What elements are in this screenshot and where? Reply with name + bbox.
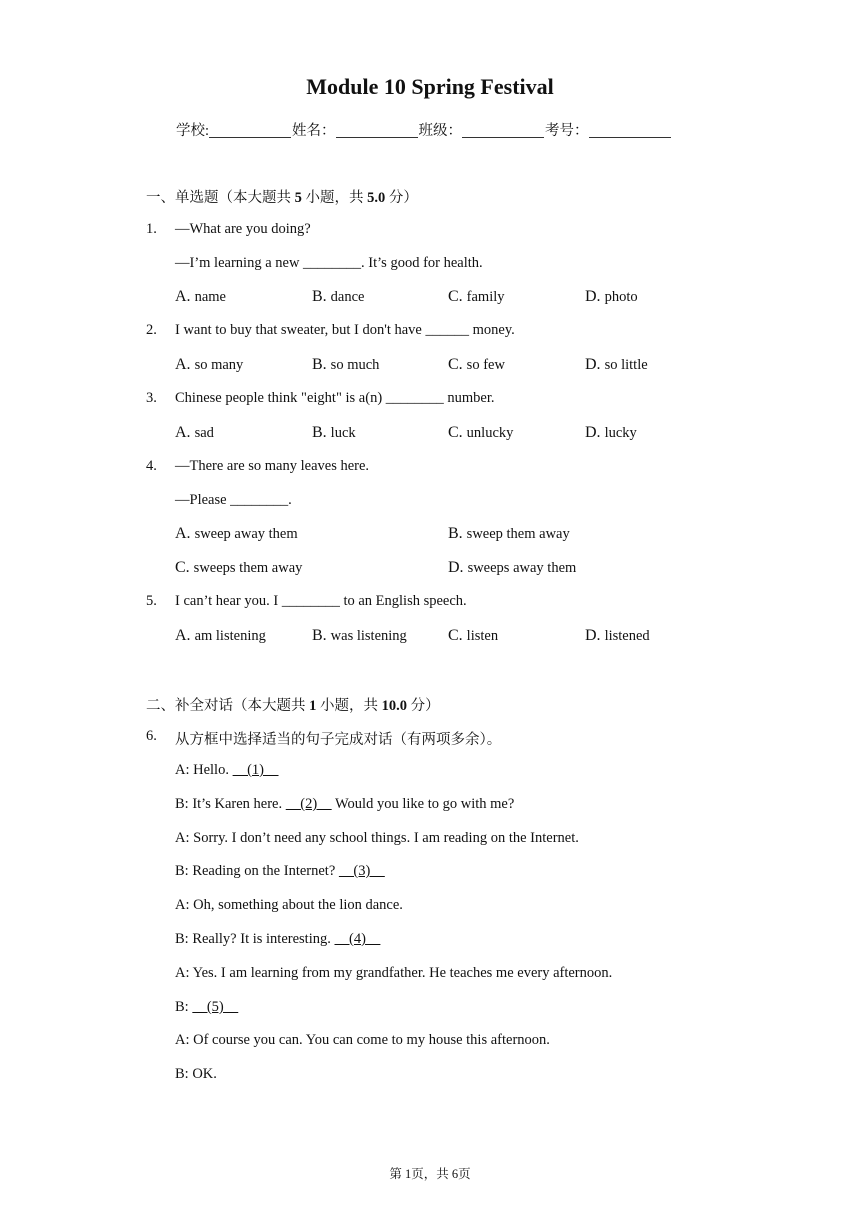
answer-blank-5[interactable]: (5) (192, 999, 239, 1015)
name-blank (336, 123, 418, 138)
question-line: —I’m learning a new ________. It’s good for health. (175, 255, 483, 271)
option-b[interactable]: B. was listening (312, 627, 407, 644)
question-number: 3. (146, 390, 157, 406)
dialog-line: A: Of course you can. You can come to my house this afternoon. (175, 1032, 550, 1048)
question-number: 5. (146, 593, 157, 609)
dialog-line: A: Yes. I am learning from my grandfather. He teaches me every afternoon. (175, 965, 613, 981)
question-line: Chinese people think "eight" is a(n) ________ number. (175, 390, 495, 406)
answer-blank-1[interactable]: (1) (232, 762, 279, 778)
option-d[interactable]: D. listened (585, 627, 650, 644)
question-line: I can’t hear you. I ________ to an English speech. (175, 593, 467, 609)
option-d[interactable]: D. lucky (585, 424, 637, 441)
question-line: —What are you doing? (175, 221, 311, 237)
option-c[interactable]: C. sweeps them away (175, 559, 303, 576)
question-number: 6. (146, 728, 157, 744)
option-d[interactable]: D. sweeps away them (448, 559, 577, 576)
exam-no-blank (589, 123, 671, 138)
school-label: 学校: (176, 123, 210, 139)
option-a[interactable]: A. name (175, 288, 226, 305)
page-title: Module 10 Spring Festival (306, 74, 554, 99)
dialog-line: A: Oh, something about the lion dance. (175, 897, 403, 913)
option-c[interactable]: C. so few (448, 356, 505, 373)
option-d[interactable]: D. so little (585, 356, 648, 373)
option-a[interactable]: A. sweep away them (175, 525, 298, 542)
page-footer: 第 1页，共 6页 (389, 1167, 471, 1181)
class-label: 班级： (418, 123, 463, 139)
question-line: —Please ________. (175, 492, 292, 508)
option-b[interactable]: B. dance (312, 288, 365, 305)
question-line: —There are so many leaves here. (175, 458, 370, 474)
dialog-line: A: Hello. (1) (175, 762, 279, 778)
option-b[interactable]: B. luck (312, 424, 356, 441)
answer-blank-3[interactable]: (3) (338, 863, 385, 879)
option-a[interactable]: A. sad (175, 424, 214, 441)
class-blank (462, 123, 544, 138)
question-number: 4. (146, 458, 157, 474)
option-c[interactable]: C. unlucky (448, 424, 514, 441)
dialog-line: B: Reading on the Internet? (3) (175, 863, 385, 879)
dialog-line: B: Really? It is interesting. (4) (175, 931, 381, 947)
question-number: 1. (146, 221, 157, 237)
dialog-line: B: (5) (175, 999, 239, 1015)
option-b[interactable]: B. sweep them away (448, 525, 570, 542)
answer-blank-4[interactable]: (4) (334, 931, 381, 947)
student-info-line (176, 119, 672, 140)
option-d[interactable]: D. photo (585, 288, 638, 305)
option-c[interactable]: C. listen (448, 627, 499, 644)
option-c[interactable]: C. family (448, 288, 505, 305)
option-a[interactable]: A. am listening (175, 627, 266, 644)
section-1-heading: 一、单选题（本大题共 5 小题，共 5.0 分） (146, 190, 418, 206)
dialog-line: A: Sorry. I don’t need any school things. I am reading on the Internet. (175, 830, 579, 846)
dialog-line: B: It’s Karen here. (2) Would you like to go with me? (175, 796, 515, 812)
question-line: I want to buy that sweater, but I don't have ______ money. (175, 322, 515, 338)
question-instruction: 从方框中选择适当的句子完成对话（有两项多余）。 (175, 732, 502, 748)
exam-no-label: 考号： (545, 123, 589, 139)
school-blank (209, 123, 291, 138)
option-a[interactable]: A. so many (175, 356, 244, 373)
dialog-line: B: OK. (175, 1066, 217, 1082)
question-number: 2. (146, 322, 157, 338)
answer-blank-2[interactable]: (2) (285, 796, 332, 812)
name-label: 姓名： (292, 123, 336, 139)
option-b[interactable]: B. so much (312, 356, 380, 373)
section-2-heading: 二、补全对话（本大题共 1 小题，共 10.0 分） (146, 698, 440, 714)
